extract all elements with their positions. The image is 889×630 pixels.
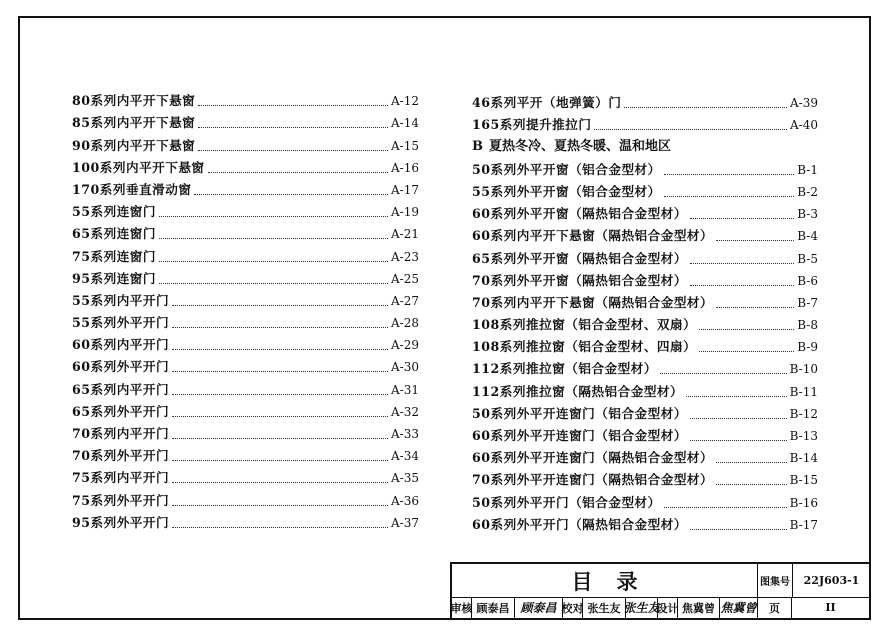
toc-entry-title: 75系列内平开门 <box>72 470 170 486</box>
toc-entry-page: B-15 <box>789 473 818 488</box>
toc-entry-page: B-3 <box>797 207 818 222</box>
toc-entry-title: 75系列连窗门 <box>72 248 156 264</box>
toc-entry-title: 95系列连窗门 <box>72 270 156 286</box>
toc-entry-title: 55系列外平开窗（铝合金型材） <box>472 183 661 199</box>
dot-leader <box>690 418 787 419</box>
dot-leader <box>594 129 787 130</box>
toc-entry-title: 70系列内平开门 <box>72 426 170 441</box>
toc-entry-title: 70系列外平开窗（隔热铝合金型材） <box>472 272 687 288</box>
toc-entry[interactable] <box>72 445 419 467</box>
toc-entry-page: A-36 <box>391 493 419 508</box>
section-title: 夏热冬冷、夏热冬暖、温和地区 <box>489 139 672 155</box>
toc-entry-page: B-11 <box>789 384 818 399</box>
toc-entry-page: A-33 <box>391 427 419 441</box>
dot-leader <box>699 329 794 330</box>
toc-entry-page: A-23 <box>391 249 419 264</box>
toc-entry[interactable] <box>472 314 818 336</box>
toc-entry-page: B-8 <box>797 318 818 333</box>
toc-entry-page: B-4 <box>797 229 818 244</box>
toc-entry[interactable] <box>72 223 419 245</box>
toc-entry-title: 170系列垂直滑动窗 <box>72 181 192 197</box>
toc-entry-title: 55系列外平开门 <box>72 315 170 331</box>
dot-leader <box>172 505 388 506</box>
toc-entry-title: 65系列内平开门 <box>72 381 170 397</box>
toc-entry-page: B-10 <box>789 362 818 377</box>
dot-leader <box>172 460 388 461</box>
dot-leader <box>690 440 787 441</box>
title-block-sign-row <box>452 597 869 618</box>
toc-entry-title: 65系列外平开窗（隔热铝合金型材） <box>472 250 687 266</box>
designer-name: 焦冀曾 <box>678 597 720 618</box>
dot-leader <box>198 105 388 106</box>
toc-entry-title: 75系列外平开门 <box>72 492 170 508</box>
section-letter: B <box>472 139 483 155</box>
toc-entry[interactable] <box>472 270 818 292</box>
toc-entry[interactable] <box>72 334 419 356</box>
toc-entry-page: B-1 <box>797 162 818 177</box>
designer-signature: 焦冀曾 <box>720 597 758 618</box>
toc-entry-page: B-2 <box>797 184 818 199</box>
toc-entry-title: 70系列外平开连窗门（隔热铝合金型材） <box>472 472 714 488</box>
dot-leader <box>159 216 388 217</box>
toc-entry-title: 60系列外平开门（隔热铝合金型材） <box>472 516 687 532</box>
dot-leader <box>208 172 388 173</box>
toc-entry[interactable] <box>72 157 419 179</box>
dot-leader <box>172 416 388 417</box>
toc-entry[interactable] <box>72 467 419 489</box>
dot-leader <box>716 307 794 308</box>
toc-entry[interactable] <box>72 423 419 445</box>
atlas-number-label: 图集号 <box>758 564 793 597</box>
toc-entry-page: A-30 <box>391 360 419 375</box>
toc-entry-page: B-13 <box>789 429 818 443</box>
toc-entry[interactable] <box>72 245 419 267</box>
dot-leader <box>664 196 795 197</box>
toc-entry-page: A-25 <box>391 271 419 286</box>
toc-entry-page: A-28 <box>391 316 419 331</box>
toc-entry-page: A-19 <box>391 205 419 220</box>
toc-entry-title: 55系列内平开门 <box>72 292 170 308</box>
dot-leader <box>172 327 388 328</box>
toc-entry-title: 50系列外平开门（铝合金型材） <box>472 494 661 510</box>
toc-entry-title: 65系列连窗门 <box>72 226 156 242</box>
dot-leader <box>664 507 787 508</box>
toc-entry[interactable] <box>72 268 419 290</box>
toc-entry-page: B-7 <box>797 295 818 310</box>
toc-entry-page: A-34 <box>391 449 419 464</box>
toc-entry-title: 165系列提升推拉门 <box>472 117 592 133</box>
title-block <box>450 562 869 618</box>
toc-entry-page: A-14 <box>391 116 419 131</box>
checker-name: 张生友 <box>583 597 626 618</box>
toc-entry-title: 108系列推拉窗（铝合金型材、四扇） <box>472 339 697 355</box>
dot-leader <box>198 150 388 151</box>
toc-entry-title: 85系列内平开下悬窗 <box>72 115 196 131</box>
dot-leader <box>172 438 388 439</box>
dot-leader <box>716 240 794 241</box>
reviewer-name: 顾泰昌 <box>472 597 515 618</box>
toc-entry[interactable] <box>472 514 818 536</box>
toc-entry-title: 60系列外平开窗（隔热铝合金型材） <box>472 206 687 222</box>
dot-leader <box>699 351 794 352</box>
page-title: 目录 <box>452 564 758 597</box>
toc-entry-page: A-37 <box>391 515 419 530</box>
toc-entry-page: A-40 <box>790 118 818 133</box>
toc-entry-title: 80系列内平开下悬窗 <box>72 93 196 109</box>
toc-entry-title: 60系列外平开连窗门（隔热铝合金型材） <box>472 450 714 466</box>
toc-entry-page: A-12 <box>391 94 419 109</box>
toc-entry-page: B-16 <box>789 495 818 510</box>
toc-entry-page: A-21 <box>391 227 419 242</box>
dot-leader <box>172 371 388 372</box>
dot-leader <box>686 396 787 397</box>
dot-leader <box>624 107 787 108</box>
checker-signature: 张生友 <box>626 597 658 618</box>
toc-entry-title: 50系列外平开连窗门（铝合金型材） <box>472 405 687 421</box>
dot-leader <box>159 283 388 284</box>
dot-leader <box>660 373 787 374</box>
toc-entry-page: A-31 <box>391 382 419 397</box>
toc-entry-page: B-5 <box>797 251 818 266</box>
toc-entry-page: B-14 <box>789 451 818 466</box>
toc-entry[interactable] <box>72 512 419 534</box>
toc-entry-title: 60系列外平开连窗门（铝合金型材） <box>472 428 687 443</box>
toc-entry-title: 50系列外平开窗（铝合金型材） <box>472 161 661 177</box>
check-label: 校对 <box>563 597 583 618</box>
toc-entry[interactable] <box>72 290 419 312</box>
toc-entry-page: B-12 <box>789 406 818 421</box>
dot-leader <box>690 285 794 286</box>
toc-entry-title: 65系列外平开门 <box>72 403 170 419</box>
toc-entry-page: A-32 <box>391 404 419 419</box>
toc-entry-title: 55系列连窗门 <box>72 204 156 220</box>
page-label: 页 <box>758 597 792 618</box>
toc-entry-page: A-17 <box>391 182 419 197</box>
toc-entry[interactable] <box>72 312 419 334</box>
toc-entry-title: 46系列平开（地弹簧）门 <box>472 95 622 111</box>
dot-leader <box>716 462 787 463</box>
toc-entry-title: 70系列内平开下悬窗（隔热铝合金型材） <box>472 294 714 310</box>
toc-entry[interactable] <box>72 90 419 112</box>
toc-entry-title: 95系列外平开门 <box>72 514 170 530</box>
toc-entry[interactable] <box>472 247 818 269</box>
review-label: 审核 <box>452 597 472 618</box>
toc-entry[interactable] <box>72 112 419 134</box>
toc-entry[interactable] <box>72 489 419 511</box>
toc-entry-page: B-17 <box>789 517 818 532</box>
toc-entry[interactable] <box>472 469 818 491</box>
dot-leader <box>198 127 388 128</box>
toc-entry-title: 112系列推拉窗（隔热铝合金型材） <box>472 383 684 399</box>
toc-left-column <box>72 90 419 534</box>
toc-right-column <box>472 92 818 536</box>
dot-leader <box>159 261 388 262</box>
toc-entry[interactable] <box>472 92 818 114</box>
toc-entry[interactable] <box>472 491 818 513</box>
toc-entry[interactable] <box>72 201 419 223</box>
dot-leader <box>172 482 388 483</box>
dot-leader <box>172 527 388 528</box>
toc-entry[interactable] <box>472 336 818 358</box>
toc-entry[interactable] <box>472 425 818 447</box>
dot-leader <box>690 218 794 219</box>
toc-entry-page: B-9 <box>797 340 818 355</box>
toc-entry[interactable] <box>472 203 818 225</box>
toc-entry-page: A-27 <box>391 293 419 308</box>
toc-entry-page: A-16 <box>391 160 419 175</box>
toc-entry-page: A-15 <box>391 138 419 153</box>
toc-entry-title: 100系列内平开下悬窗 <box>72 159 205 175</box>
toc-entry-title: 70系列外平开门 <box>72 448 170 464</box>
toc-entry-page: A-35 <box>391 471 419 486</box>
toc-entry[interactable] <box>472 380 818 402</box>
dot-leader <box>690 263 794 264</box>
dot-leader <box>690 529 787 530</box>
toc-entry-title: 60系列内平开门 <box>72 337 170 353</box>
toc-entry[interactable] <box>72 134 419 156</box>
reviewer-signature: 顾泰昌 <box>515 597 563 618</box>
toc-entry[interactable] <box>472 159 818 181</box>
dot-leader <box>194 194 388 195</box>
atlas-number: 22J603-1 <box>803 574 860 587</box>
section-heading-b <box>472 136 818 158</box>
toc-entry-title: 60系列外平开门 <box>72 359 170 375</box>
toc-entry-page: B-6 <box>797 273 818 288</box>
dot-leader <box>172 349 388 350</box>
design-label: 设计 <box>658 597 678 618</box>
toc-entry[interactable] <box>72 401 419 423</box>
dot-leader <box>664 174 795 175</box>
toc-entry[interactable] <box>472 447 818 469</box>
toc-entry-title: 90系列内平开下悬窗 <box>72 137 196 153</box>
toc-entry[interactable] <box>472 181 818 203</box>
toc-entry[interactable] <box>72 179 419 201</box>
toc-entry[interactable] <box>472 403 818 425</box>
title-block-top-row <box>452 564 869 598</box>
toc-entry[interactable] <box>472 358 818 380</box>
toc-entry[interactable] <box>472 225 818 247</box>
dot-leader <box>172 394 388 395</box>
dot-leader <box>172 305 388 306</box>
toc-entry[interactable] <box>472 114 818 136</box>
toc-entry-title: 112系列推拉窗（铝合金型材） <box>472 361 657 377</box>
toc-entry[interactable] <box>72 356 419 378</box>
toc-entry[interactable] <box>72 378 419 400</box>
toc-entry-page: A-29 <box>391 338 419 353</box>
toc-entry-title: 60系列内平开下悬窗（隔热铝合金型材） <box>472 228 714 244</box>
dot-leader <box>159 238 388 239</box>
toc-entry-title: 108系列推拉窗（铝合金型材、双扇） <box>472 317 697 333</box>
dot-leader <box>716 484 787 485</box>
page-number: II <box>825 601 836 614</box>
toc-entry-page: A-39 <box>790 96 818 111</box>
toc-entry[interactable] <box>472 292 818 314</box>
